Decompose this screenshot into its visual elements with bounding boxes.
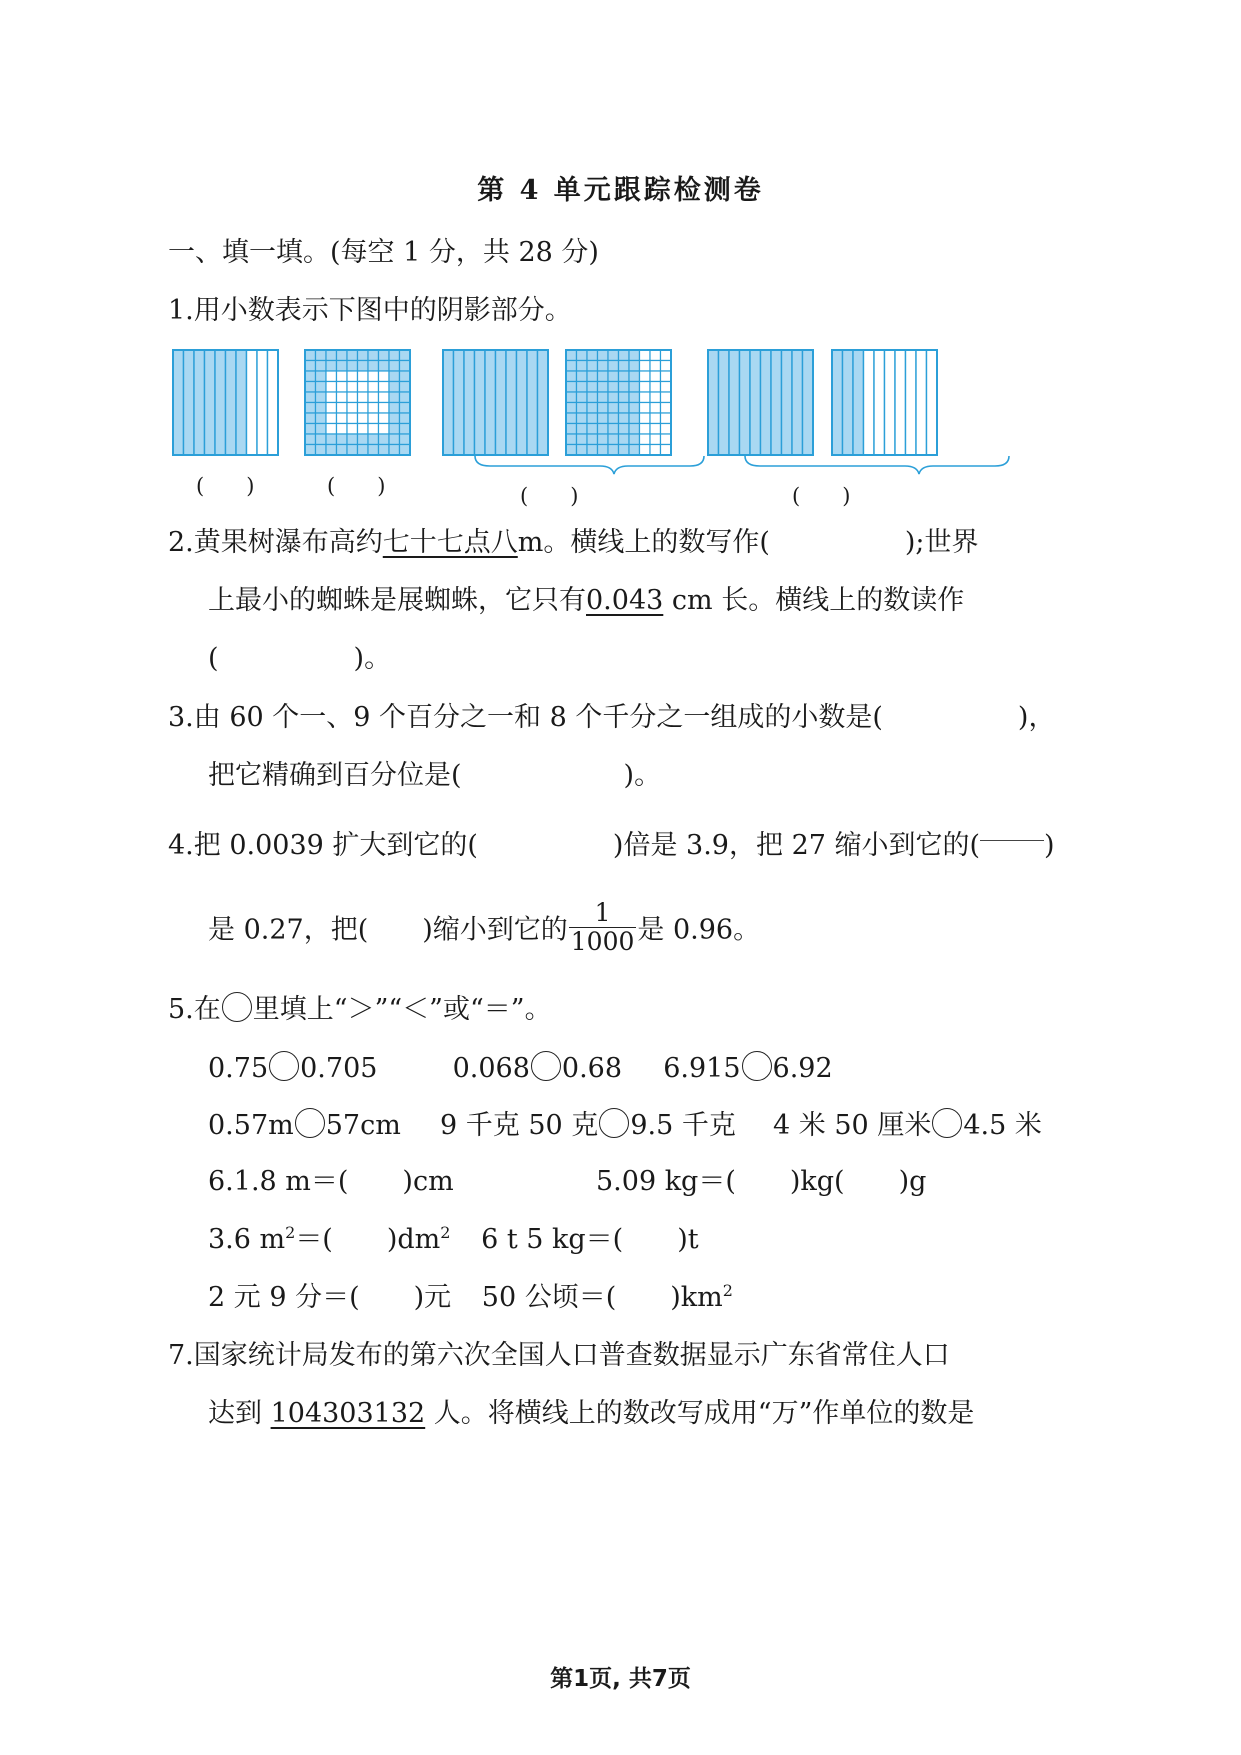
cell (347, 382, 358, 393)
shaded-column (464, 350, 475, 455)
shaded-cell (337, 350, 348, 361)
cell (368, 392, 379, 403)
shaded-cell (337, 445, 348, 456)
shaded-cell (608, 361, 619, 372)
shaded-cell (389, 403, 400, 414)
shaded-cell (400, 392, 411, 403)
shaded-column (761, 350, 772, 455)
shaded-cell (326, 445, 337, 456)
question-7-line-1: 7.国家统计局发布的第六次全国人口普查数据显示广东省常住人口 (168, 1340, 950, 1371)
cell (347, 413, 358, 424)
cell (640, 382, 651, 393)
shaded-cell (629, 361, 640, 372)
shaded-cell (587, 382, 598, 393)
shaded-cell (587, 434, 598, 445)
cell (640, 424, 651, 435)
shaded-cell (619, 434, 630, 445)
figure-hundredths-64 (305, 350, 410, 455)
shaded-cell (566, 424, 577, 435)
shaded-cell (577, 382, 588, 393)
shaded-cell (577, 424, 588, 435)
compare-row-2: 0.57m 57cm 9 千克 50 克 9.5 千克 4 米 50 厘米 4.5 米 (208, 1110, 1042, 1142)
cell (650, 403, 661, 414)
shaded-cell (316, 361, 327, 372)
shaded-column (194, 350, 205, 455)
shaded-cell (619, 392, 630, 403)
brace-pair-1 (475, 456, 704, 474)
shaded-column (517, 350, 528, 455)
shaded-cell (358, 350, 369, 361)
shaded-cell (316, 424, 327, 435)
cell (368, 371, 379, 382)
cell (650, 382, 661, 393)
cell (347, 371, 358, 382)
column (257, 350, 268, 455)
shaded-cell (316, 382, 327, 393)
shaded-column (708, 350, 719, 455)
cell (379, 403, 390, 414)
cell (640, 434, 651, 445)
shaded-cell (608, 350, 619, 361)
cell (358, 392, 369, 403)
answer-blank-fig4[interactable]: ( ) (792, 484, 851, 508)
shaded-column (843, 350, 854, 455)
shaded-cell (305, 434, 316, 445)
cell (379, 424, 390, 435)
shaded-cell (347, 445, 358, 456)
shaded-cell (619, 413, 630, 424)
cell (650, 413, 661, 424)
shaded-cell (305, 361, 316, 372)
cell (358, 403, 369, 414)
shaded-cell (598, 382, 609, 393)
shaded-cell (577, 413, 588, 424)
cell (650, 434, 661, 445)
cell (640, 403, 651, 414)
shaded-cell (629, 392, 640, 403)
shaded-cell (337, 361, 348, 372)
question-4-line-1: 4.把 0.0039 扩大到它的( )倍是 3.9，把 27 缩小到它的( ) (168, 830, 1055, 861)
question-6-line-1b: 5.09 kg＝( )kg( )g (596, 1166, 927, 1197)
cell (368, 413, 379, 424)
shaded-cell (587, 424, 598, 435)
shaded-cell (598, 413, 609, 424)
shaded-column (803, 350, 814, 455)
shaded-cell (389, 382, 400, 393)
shaded-cell (577, 350, 588, 361)
cell (650, 350, 661, 361)
shaded-cell (577, 371, 588, 382)
column (927, 350, 938, 455)
shaded-cell (587, 361, 598, 372)
shaded-cell (608, 382, 619, 393)
underlined-number-2: 0.043 (586, 585, 664, 616)
shaded-cell (316, 403, 327, 414)
shaded-grid-figures (0, 0, 1241, 520)
shaded-cell (577, 392, 588, 403)
cell (326, 371, 337, 382)
shaded-column (173, 350, 184, 455)
shaded-cell (587, 403, 598, 414)
shaded-column (226, 350, 237, 455)
question-2-line-1: 2.黄果树瀑布高约七十七点八m。横线上的数写作( );世界 (168, 527, 979, 558)
shaded-cell (400, 434, 411, 445)
cell (358, 371, 369, 382)
shaded-column (527, 350, 538, 455)
shaded-cell (326, 350, 337, 361)
shaded-cell (608, 392, 619, 403)
cell (661, 445, 672, 456)
shaded-cell (389, 350, 400, 361)
brace-pair-2 (745, 456, 1009, 474)
question-1-text: 1.用小数表示下图中的阴影部分。 (168, 295, 572, 326)
shaded-cell (358, 434, 369, 445)
shaded-cell (587, 371, 598, 382)
cell (661, 392, 672, 403)
cell (326, 424, 337, 435)
compare-row-1: 0.75 0.705 0.068 0.68 6.915 6.92 (208, 1053, 833, 1085)
shaded-cell (608, 413, 619, 424)
cell (661, 424, 672, 435)
shaded-cell (379, 445, 390, 456)
page-title: 第 4 单元跟踪检测卷 (477, 175, 764, 206)
cell (650, 392, 661, 403)
shaded-cell (389, 392, 400, 403)
cell (326, 403, 337, 414)
shaded-cell (316, 434, 327, 445)
cell (347, 424, 358, 435)
cell (379, 382, 390, 393)
question-7-line-2: 达到 104303132 人。将横线上的数改写成用“万”作单位的数是 (208, 1398, 975, 1429)
shaded-column (729, 350, 740, 455)
answer-blank-fig3[interactable]: ( ) (520, 484, 579, 508)
shaded-cell (368, 445, 379, 456)
cell (368, 382, 379, 393)
answer-blank-fig2[interactable]: ( ) (327, 474, 386, 498)
shaded-cell (347, 361, 358, 372)
compare-circle-6[interactable] (932, 1108, 962, 1138)
shaded-cell (629, 403, 640, 414)
shaded-cell (389, 371, 400, 382)
shaded-cell (337, 434, 348, 445)
shaded-column (832, 350, 843, 455)
column (885, 350, 896, 455)
shaded-column (771, 350, 782, 455)
question-2-line-3[interactable]: ( )。 (208, 643, 392, 674)
shaded-cell (598, 434, 609, 445)
cell (650, 371, 661, 382)
shaded-cell (598, 371, 609, 382)
cell (358, 413, 369, 424)
cell (661, 434, 672, 445)
shaded-cell (619, 371, 630, 382)
shaded-cell (400, 413, 411, 424)
question-6-line-3: 2 元 9 分＝( )元 50 公顷＝( )$km^2$ (208, 1281, 733, 1313)
shaded-cell (619, 424, 630, 435)
answer-blank-fig1[interactable]: ( ) (196, 474, 255, 498)
cell (337, 371, 348, 382)
compare-circle-3[interactable] (742, 1051, 772, 1081)
cell (661, 361, 672, 372)
shaded-cell (566, 403, 577, 414)
shaded-cell (326, 434, 337, 445)
shaded-cell (619, 445, 630, 456)
shaded-cell (400, 403, 411, 414)
compare-circle-1[interactable] (269, 1051, 299, 1081)
shaded-column (485, 350, 496, 455)
shaded-cell (389, 413, 400, 424)
shaded-cell (347, 434, 358, 445)
shaded-cell (389, 445, 400, 456)
shaded-cell (566, 392, 577, 403)
shaded-cell (379, 350, 390, 361)
shaded-cell (608, 371, 619, 382)
shaded-cell (316, 392, 327, 403)
shaded-cell (389, 361, 400, 372)
question-2-line-2: 上最小的蜘蛛是展蜘蛛，它只有0.043 cm 长。横线上的数读作 (208, 585, 965, 616)
shaded-cell (598, 424, 609, 435)
shaded-cell (587, 350, 598, 361)
shaded-cell (566, 382, 577, 393)
shaded-column (506, 350, 517, 455)
cell (358, 382, 369, 393)
shaded-column (236, 350, 247, 455)
shaded-cell (400, 371, 411, 382)
shaded-column (475, 350, 486, 455)
question-5-intro: 5.在 里填上“＞”“＜”或“＝”。 (168, 994, 552, 1026)
shaded-cell (347, 350, 358, 361)
figure-pair-1-hundredths (566, 350, 671, 455)
fraction: $\frac{1}{1000}$ (570, 898, 635, 956)
shaded-column (496, 350, 507, 455)
shaded-cell (587, 413, 598, 424)
cell (337, 403, 348, 414)
shaded-cell (608, 403, 619, 414)
cell (640, 361, 651, 372)
compare-circle-5[interactable] (599, 1108, 629, 1138)
cell (358, 424, 369, 435)
cell (650, 445, 661, 456)
shaded-column (853, 350, 864, 455)
shaded-cell (305, 382, 316, 393)
shaded-cell (587, 445, 598, 456)
shaded-cell (608, 434, 619, 445)
cell (650, 361, 661, 372)
shaded-cell (326, 361, 337, 372)
shaded-cell (305, 403, 316, 414)
shaded-cell (316, 445, 327, 456)
shaded-cell (566, 445, 577, 456)
cell (379, 371, 390, 382)
shaded-cell (598, 445, 609, 456)
cell (640, 445, 651, 456)
column (874, 350, 885, 455)
section-heading: 一、填一填。(每空 1 分，共 28 分) (168, 237, 599, 268)
shaded-cell (316, 350, 327, 361)
cell (379, 413, 390, 424)
cell (368, 424, 379, 435)
column (864, 350, 875, 455)
shaded-cell (577, 445, 588, 456)
shaded-cell (400, 445, 411, 456)
shaded-column (750, 350, 761, 455)
cell (661, 350, 672, 361)
cell (640, 392, 651, 403)
question-6-line-2: 3.6 $m^2=$( )$dm^2$ 6 t 5 kg＝( )t (208, 1223, 699, 1255)
shaded-cell (316, 371, 327, 382)
shaded-cell (629, 350, 640, 361)
cell (661, 403, 672, 414)
shaded-column (215, 350, 226, 455)
shaded-cell (629, 434, 640, 445)
cell (326, 392, 337, 403)
underlined-number-3: 104303132 (270, 1398, 426, 1429)
shaded-cell (305, 392, 316, 403)
shaded-cell (400, 382, 411, 393)
shaded-cell (598, 361, 609, 372)
shaded-column (792, 350, 803, 455)
column (895, 350, 906, 455)
cell (661, 371, 672, 382)
figure-pair-2-tenths-3 (832, 350, 937, 455)
question-6-line-1a: 6.1.8 m＝( )cm (208, 1166, 454, 1197)
shaded-cell (305, 350, 316, 361)
shaded-cell (619, 350, 630, 361)
shaded-cell (368, 350, 379, 361)
cell (650, 424, 661, 435)
cell (661, 413, 672, 424)
cell (337, 424, 348, 435)
cell (337, 413, 348, 424)
figure-tenths-7 (173, 350, 278, 455)
cell (379, 392, 390, 403)
answer-dash[interactable] (980, 840, 1044, 841)
cell (368, 403, 379, 414)
shaded-cell (316, 413, 327, 424)
shaded-cell (629, 382, 640, 393)
shaded-cell (577, 361, 588, 372)
shaded-cell (305, 424, 316, 435)
underlined-number-1: 七十七点八 (382, 527, 518, 558)
shaded-cell (629, 445, 640, 456)
column (268, 350, 279, 455)
shaded-cell (400, 350, 411, 361)
cell (347, 403, 358, 414)
shaded-cell (305, 371, 316, 382)
shaded-cell (608, 445, 619, 456)
column (247, 350, 258, 455)
shaded-cell (566, 350, 577, 361)
shaded-cell (368, 361, 379, 372)
shaded-column (719, 350, 730, 455)
question-3-line-2: 把它精确到百分位是( )。 (208, 760, 662, 791)
shaded-column (782, 350, 793, 455)
shaded-cell (629, 371, 640, 382)
compare-circle-2[interactable] (531, 1051, 561, 1081)
shaded-column (538, 350, 549, 455)
shaded-cell (577, 434, 588, 445)
shaded-column (740, 350, 751, 455)
shaded-cell (379, 434, 390, 445)
shaded-cell (358, 445, 369, 456)
cell (347, 392, 358, 403)
cell (640, 371, 651, 382)
shaded-column (454, 350, 465, 455)
shaded-column (205, 350, 216, 455)
shaded-cell (629, 413, 640, 424)
shaded-column (443, 350, 454, 455)
shaded-cell (608, 424, 619, 435)
shaded-cell (305, 413, 316, 424)
shaded-cell (619, 361, 630, 372)
cell (640, 350, 651, 361)
shaded-cell (368, 434, 379, 445)
shaded-cell (619, 403, 630, 414)
shaded-cell (389, 424, 400, 435)
shaded-cell (566, 434, 577, 445)
cell (326, 413, 337, 424)
shaded-cell (587, 392, 598, 403)
cell (337, 392, 348, 403)
column (916, 350, 927, 455)
shaded-cell (598, 350, 609, 361)
shaded-cell (566, 361, 577, 372)
shaded-cell (566, 371, 577, 382)
shaded-column (184, 350, 195, 455)
cell (337, 382, 348, 393)
shaded-cell (598, 403, 609, 414)
compare-circle-4[interactable] (295, 1108, 325, 1138)
shaded-cell (379, 361, 390, 372)
shaded-cell (400, 361, 411, 372)
shaded-cell (619, 382, 630, 393)
cell (661, 382, 672, 393)
shaded-cell (629, 424, 640, 435)
shaded-cell (389, 434, 400, 445)
cell (640, 413, 651, 424)
shaded-cell (358, 361, 369, 372)
cell (326, 382, 337, 393)
shaded-cell (598, 392, 609, 403)
circle-symbol (222, 992, 252, 1022)
figure-pair-1-tenths (443, 350, 548, 455)
question-3-line-1: 3.由 60 个一、9 个百分之一和 8 个千分之一组成的小数是( )， (168, 702, 1056, 733)
figure-pair-2-tenths-full (708, 350, 813, 455)
shaded-cell (577, 403, 588, 414)
shaded-cell (305, 445, 316, 456)
question-4-line-2: 是 0.27，把( )缩小到它的 $\frac{1}{1000}$ 是 0.96。 (208, 898, 761, 956)
shaded-cell (400, 424, 411, 435)
page-footer: 第1页, 共7页 (550, 1666, 691, 1692)
shaded-cell (566, 413, 577, 424)
column (906, 350, 917, 455)
